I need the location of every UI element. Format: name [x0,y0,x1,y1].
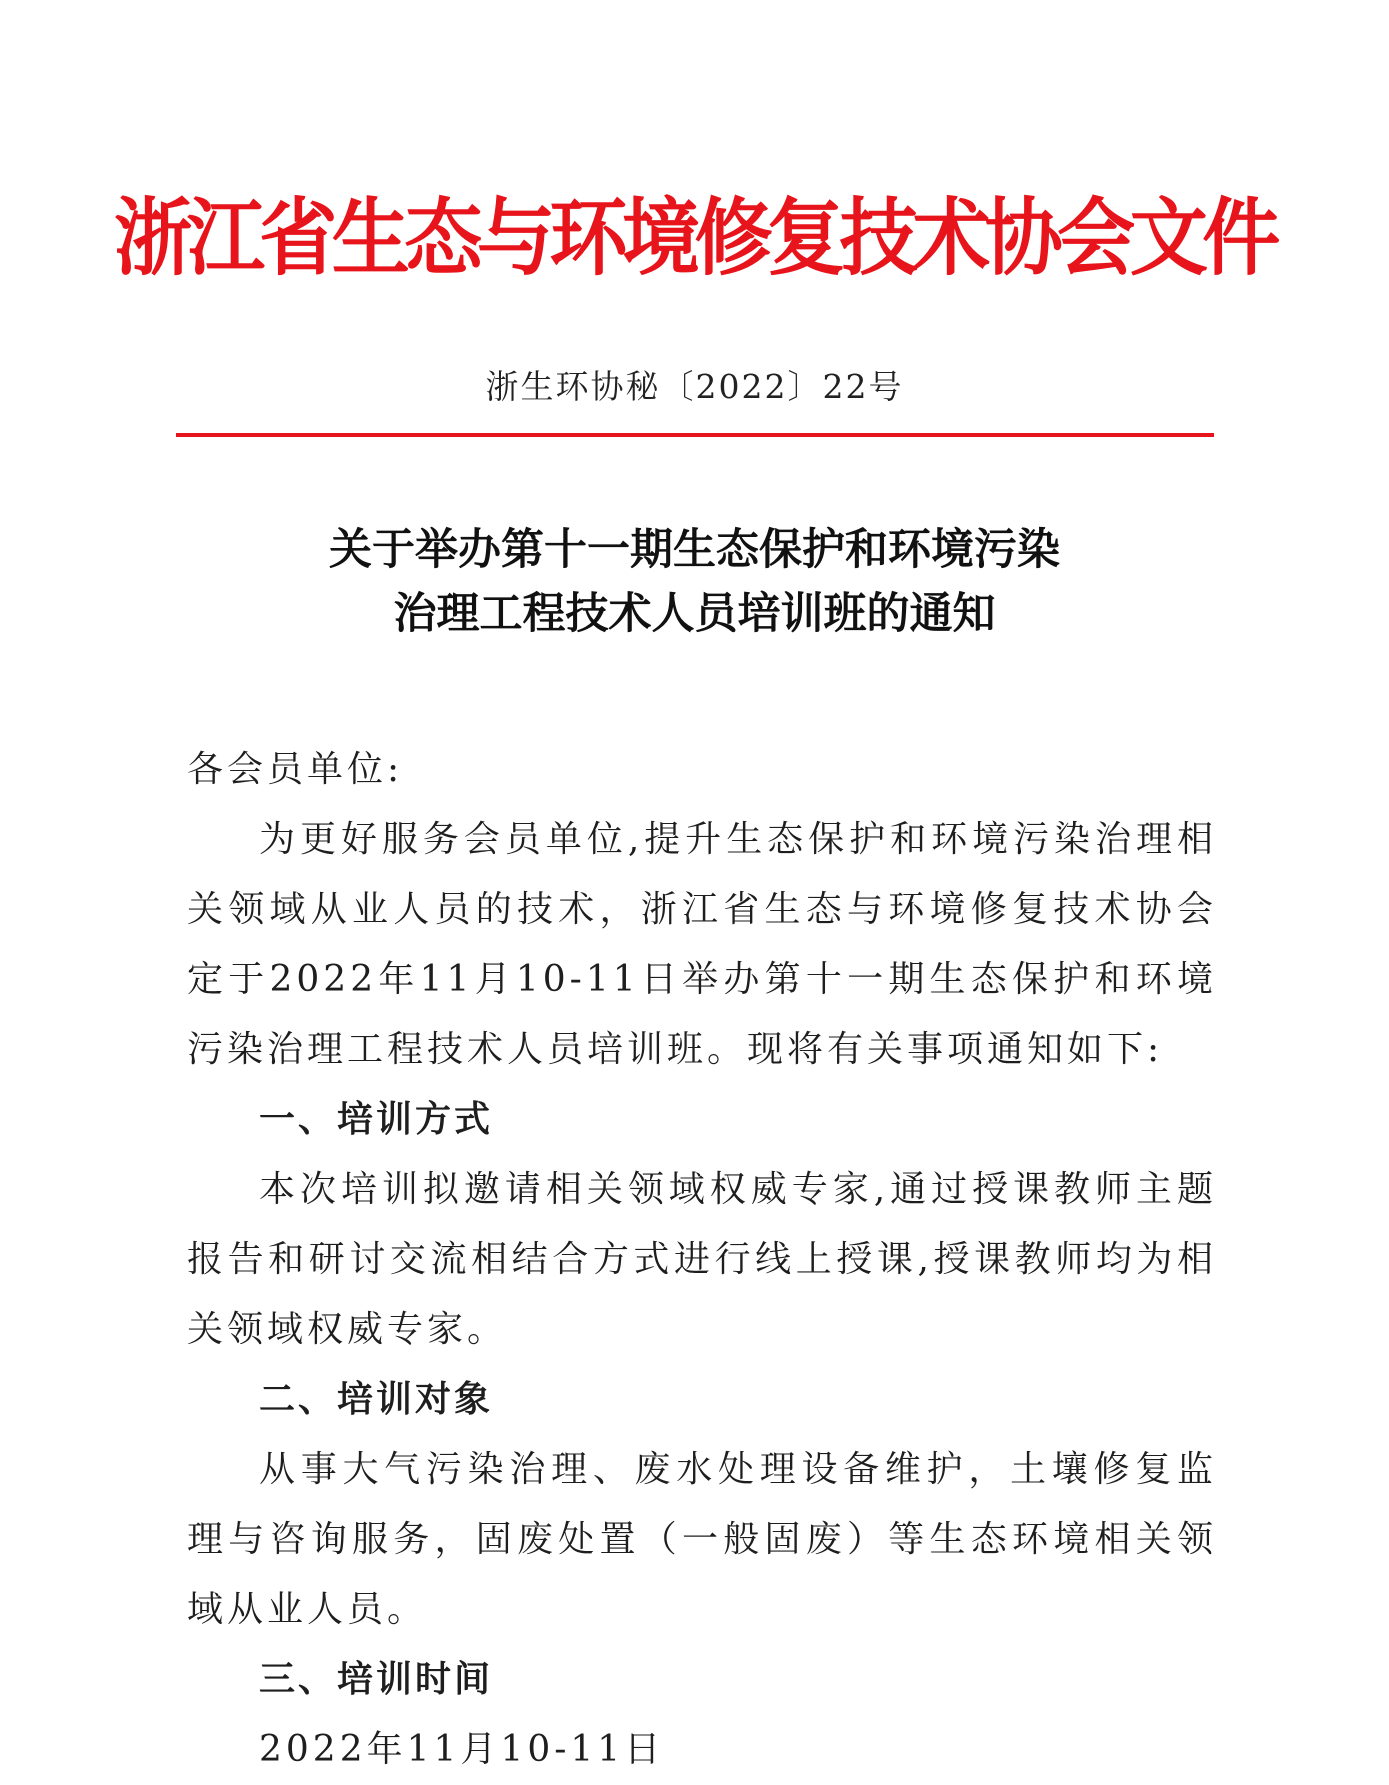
notice-title-line-2: 治理工程技术人员培训班的通知 [393,589,996,639]
section-text-method: 本次培训拟邀请相关领域权威专家,通过授课教师主题报告和研讨交流相结合方式进行线上授课,授课教师均为相关领域权威专家。 [187,1169,1217,1350]
masthead-title: 浙江省生态与环境修复技术协会文件 [114,189,1275,287]
document-body [187,735,1217,1785]
notice-title [0,518,1389,646]
section-text-audience: 从事大气污染治理、废水处理设备维护，土壤修复监理与咨询服务，固废处置（一般固废）等生态环境相关领域从业人员。 [187,1449,1217,1630]
document-number: 浙生环协秘〔2022〕22号 [485,367,904,406]
red-divider [176,433,1214,437]
section-heading-audience: 二、培训对象 [259,1379,494,1420]
salutation: 各会员单位: [187,749,404,790]
section-text-time: 2022年11月10-11日 [259,1729,665,1770]
section-heading-method: 一、培训方式 [259,1099,494,1140]
intro-paragraph: 为更好服务会员单位,提升生态保护和环境污染治理相关领域从业人员的技术，浙江省生态与环境修复技术协会定于2022年11月10-11日举办第十一期生态保护和环境污染治理工程技术人员培训班。现将有关事项通知如下: [187,819,1217,1070]
section-heading-time: 三、培训时间 [259,1659,494,1700]
notice-title-line-1: 关于举办第十一期生态保护和环境污染 [329,525,1060,575]
